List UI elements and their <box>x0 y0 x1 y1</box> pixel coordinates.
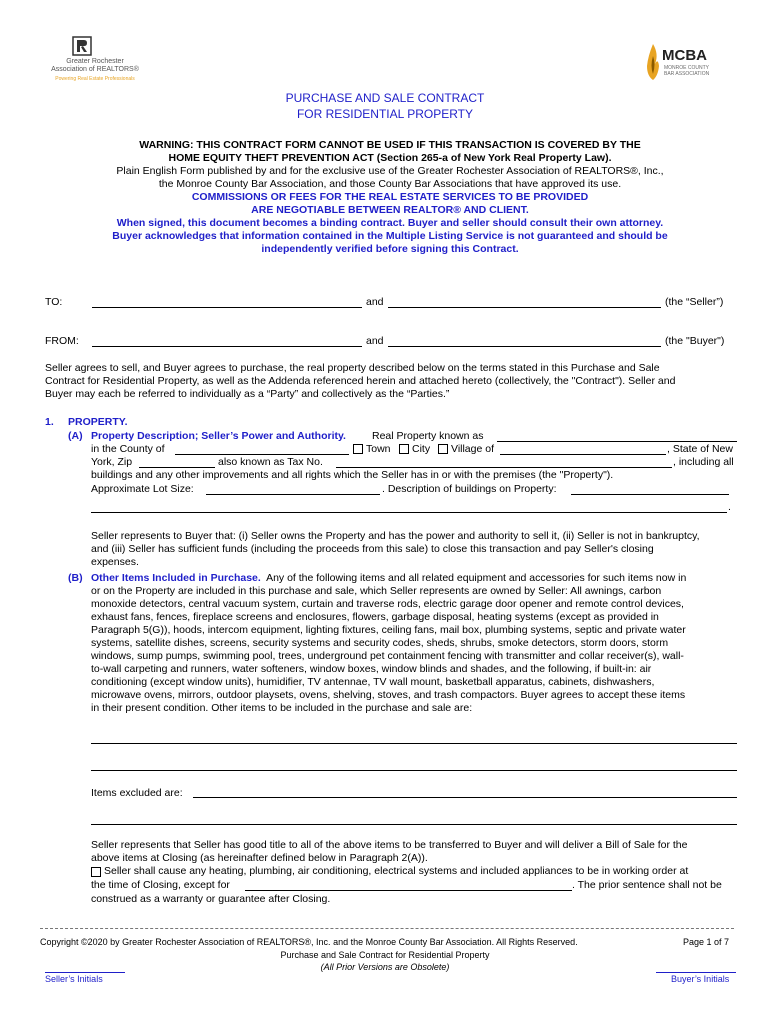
buyer-initials-label: Buyer’s Initials <box>671 974 730 984</box>
a-state: , State of New <box>667 443 733 455</box>
a-buildings: buildings and any other improvements and all rights which the Seller has in or with the premises (the "Property"). <box>91 469 614 481</box>
a-period: . <box>728 501 731 513</box>
from-label: FROM: <box>45 335 79 347</box>
seller-initials-label: Seller’s Initials <box>45 974 103 984</box>
warning-block <box>40 139 740 256</box>
rep-line1: Seller represents to Buyer that: (i) Seller owns the Property and has the power and authority to sell it, (ii) Seller is not in bankruptcy, <box>91 530 700 542</box>
village-checkbox[interactable] <box>438 444 448 454</box>
b-line11: in their present condition. Other items to be included in the purchase and sale are: <box>91 702 473 714</box>
grar-name-line1: Greater Rochester <box>66 58 124 65</box>
seller-name-field-1[interactable] <box>92 307 362 308</box>
b-line6: systems, satellite dishes, screens, security systems and security codes, sheds, shrubs, smoke detectors, storm doors, storm <box>91 637 669 649</box>
intro-line3: Buyer may each be referred to individually as a “Party” and collectively as the “Parties.” <box>45 388 450 400</box>
buyer-name-field-2[interactable] <box>388 346 661 347</box>
buyer-initials-field[interactable] <box>656 972 736 973</box>
a-heading: Property Description; Seller’s Power and Authority. <box>91 430 346 442</box>
b-line8: to-wall carpeting and runners, water softeners, window boxes, window blinds and shades, and the following, if built-in: air <box>91 663 652 675</box>
mcba-sub2: BAR ASSOCIATION <box>664 71 710 77</box>
b-line1 <box>91 572 686 585</box>
page-title <box>0 90 770 122</box>
buildings-description-field-1[interactable] <box>571 494 729 495</box>
a-known: Real Property known as <box>372 430 484 442</box>
seller-representations <box>91 530 738 569</box>
warning-line2: HOME EQUITY THEFT PREVENTION ACT (Section 265-a of New York Real Property Law). <box>168 152 612 164</box>
a-york-zip: York, Zip <box>91 456 133 468</box>
work-line3: construed as a warranty or guarantee after Closing. <box>91 893 331 905</box>
excluded-items-field-1[interactable] <box>193 797 737 798</box>
grar-logo <box>40 36 150 92</box>
intro-line2: Contract for Residential Property, as well as the Addenda referenced herein and attached hereto (collectively, the "Contract"). Seller and <box>45 375 676 387</box>
work-line1: Seller shall cause any heating, plumbing, air conditioning, electrical systems and included appliances to be in working order at <box>104 865 689 877</box>
lot-size-field[interactable] <box>206 494 380 495</box>
a-village: Village of <box>451 443 495 455</box>
footer-page-number: Page 1 of 7 <box>683 937 730 947</box>
included-items-field-1[interactable] <box>91 743 737 744</box>
mcba-name: MCBA <box>662 47 707 64</box>
title-paragraph <box>91 839 738 865</box>
seller-suffix: (the “Seller”) <box>665 296 724 308</box>
realtor-r-icon <box>72 36 92 56</box>
section1-heading: PROPERTY. <box>68 416 128 428</box>
rep-line3: expenses. <box>91 556 139 568</box>
property-address-field[interactable] <box>497 441 737 442</box>
buyer-name-field-1[interactable] <box>92 346 362 347</box>
mcba-logo <box>646 44 726 84</box>
mcba-sub1: MONROE COUNTY <box>664 65 709 71</box>
footer-divider <box>40 928 734 929</box>
b-line2: or on the Property are included in this purchase and sale, which Seller represents are owned by Seller: All awnings, carbon <box>91 585 662 597</box>
to-and: and <box>366 296 384 308</box>
work-line2-post: . The prior sentence shall not be <box>572 879 722 891</box>
warning-line6: ARE NEGOTIABLE BETWEEN REALTOR® AND CLIENT. <box>251 204 529 216</box>
county-field[interactable] <box>175 454 349 455</box>
b-paragraph <box>91 585 738 715</box>
tax-number-field[interactable] <box>336 467 672 468</box>
seller-initials-field[interactable] <box>45 972 125 973</box>
zip-field[interactable] <box>139 467 215 468</box>
warning-line4: the Monroe County Bar Association, and those County Bar Associations that have approved its use. <box>158 178 622 190</box>
city-checkbox[interactable] <box>399 444 409 454</box>
a-town: Town <box>366 443 391 455</box>
warning-line1: WARNING: THIS CONTRACT FORM CANNOT BE USED IF THIS TRANSACTION IS COVERED BY THE <box>139 139 641 151</box>
buyer-suffix: (the "Buyer") <box>665 335 725 347</box>
title-line2: FOR RESIDENTIAL PROPERTY <box>296 107 474 121</box>
b-line7: windows, sump pumps, swimming pool, trees, underground pet containment fencing with transmitter and collar receiver(s), wall- <box>91 650 684 662</box>
a-taxno: also known as Tax No. <box>218 456 323 468</box>
working-order-checkbox[interactable] <box>91 867 101 877</box>
warning-line9: independently verified before signing this Contract. <box>261 243 519 255</box>
title-rep-line1: Seller represents that Seller has good title to all of the above items to be transferred to Buyer and will deliver a Bill of Sale for the <box>91 839 688 851</box>
footer-versions: (All Prior Versions are Obsolete) <box>320 962 450 972</box>
warning-line3: Plain English Form published by and for the exclusive use of the Greater Rochester Association of REALTORS®, Inc., <box>116 165 664 177</box>
municipality-field[interactable] <box>500 454 666 455</box>
town-checkbox[interactable] <box>353 444 363 454</box>
warning-line5: COMMISSIONS OR FEES FOR THE REAL ESTATE SERVICES TO BE PROVIDED <box>191 191 589 203</box>
work-line2-pre: the time of Closing, except for <box>91 879 230 891</box>
b-heading: Other Items Included in Purchase. <box>91 572 261 584</box>
a-city: City <box>412 443 431 455</box>
from-and: and <box>366 335 384 347</box>
a-lot: Approximate Lot Size: <box>91 483 194 495</box>
warning-line7: When signed, this document becomes a binding contract. Buyer and seller should consult their own attorney. <box>116 217 664 229</box>
grar-tagline: Powering Real Estate Professionals <box>55 76 135 82</box>
b-line4: exhaust fans, fences, fireplace screens and enclosures, flowers, garbage disposal, heating systems (except as provided in <box>91 611 659 623</box>
b-line9: conditioning (except window units), humidifier, TV antennae, TV wall mount, basketball apparatus, cabinets, dishwashers, <box>91 676 655 688</box>
b-line3: monoxide detectors, central vacuum system, curtain and traverse rods, electric garage door opener and remote control devices, <box>91 598 684 610</box>
to-label: TO: <box>45 296 63 308</box>
footer-form-name: Purchase and Sale Contract for Residential Property <box>280 950 490 960</box>
intro-paragraph <box>45 362 739 401</box>
grar-name-line2: Association of REALTORS® <box>51 66 139 73</box>
included-items-field-2[interactable] <box>91 770 737 771</box>
b-label: (B) <box>68 572 83 584</box>
title-line1: PURCHASE AND SALE CONTRACT <box>285 91 485 105</box>
a-including: , including all <box>673 456 734 468</box>
a-county-pre: in the County of <box>91 443 165 455</box>
rep-line2: and (iii) Seller has sufficient funds (including the proceeds from this sale) to close this transaction and pay Seller's closing <box>91 543 654 555</box>
b-line5: Paragraph 5(G)), hoods, intercom equipment, lighting fixtures, ceiling fans, mail box, plumbing systems, septic and private water <box>91 624 686 636</box>
section1-number: 1. <box>45 416 54 428</box>
buildings-description-field-2[interactable] <box>91 512 727 513</box>
b-line10: microwave ovens, mirrors, outdoor playsets, ovens, shelving, stoves, and trash compactors. Buyer agrees to accept these items <box>91 689 686 701</box>
footer-copyright: Copyright ©2020 by Greater Rochester Association of REALTORS®, Inc. and the Monroe County Bar Association. All Rights Reserved. <box>40 937 578 947</box>
title-rep-line2: above items at Closing (as hereinafter defined below in Paragraph 2(A)). <box>91 852 428 864</box>
seller-name-field-2[interactable] <box>388 307 661 308</box>
excluded-label: Items excluded are: <box>91 787 183 799</box>
b-line1-text: Any of the following items and all related equipment and accessories for such items now in <box>266 572 687 584</box>
a-desc: . Description of buildings on Property: <box>382 483 557 495</box>
excluded-items-field-2[interactable] <box>91 824 737 825</box>
working-order-exceptions-field[interactable] <box>245 890 572 891</box>
intro-line1: Seller agrees to sell, and Buyer agrees to purchase, the real property described below on the terms stated in this Purchase and Sale <box>45 362 660 374</box>
warning-line8: Buyer acknowledges that information contained in the Multiple Listing Service is not guaranteed and should be <box>112 230 668 242</box>
flame-icon <box>646 44 660 80</box>
a-label: (A) <box>68 430 83 442</box>
